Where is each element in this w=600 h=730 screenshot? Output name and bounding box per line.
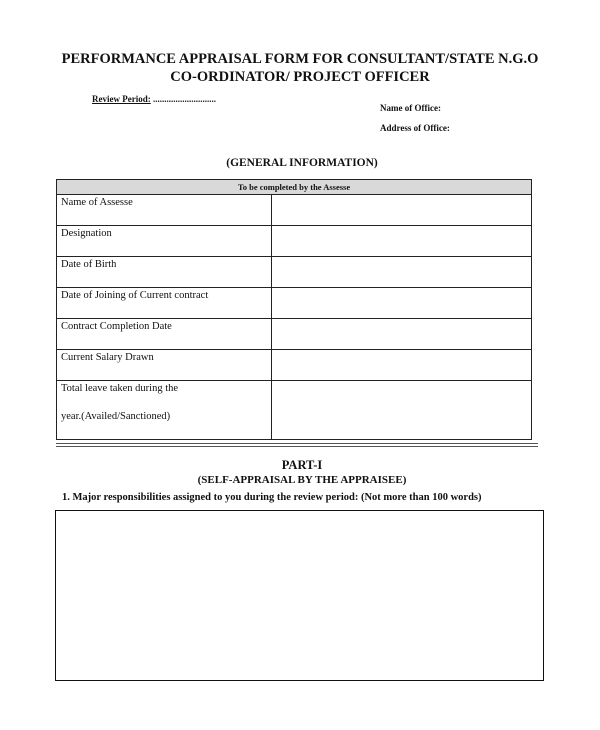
table-row xyxy=(57,319,532,350)
assessee-info-table xyxy=(56,179,532,440)
table-header-row xyxy=(57,180,532,195)
review-period xyxy=(92,94,216,104)
date-of-joining-field[interactable] xyxy=(272,288,532,319)
name-of-office-label: Name of Office: xyxy=(380,103,441,113)
form-title-line2: CO-ORDINATOR/ PROJECT OFFICER xyxy=(170,69,430,85)
current-salary-drawn-field[interactable] xyxy=(272,350,532,381)
section-divider-line xyxy=(56,446,538,447)
part-1-heading: PART-I xyxy=(281,458,323,472)
section-divider-line xyxy=(56,443,538,444)
review-period-label: Review Period: xyxy=(92,94,151,104)
table-row xyxy=(57,195,532,226)
designation-field[interactable] xyxy=(272,226,532,257)
total-leave-label xyxy=(57,381,272,440)
total-leave-label-line1: Total leave taken during the xyxy=(61,383,179,394)
form-title-line1: PERFORMANCE APPRAISAL FORM FOR CONSULTANT/STATE N.G.O xyxy=(61,51,539,67)
address-of-office-label: Address of Office: xyxy=(380,123,450,133)
table-row xyxy=(57,226,532,257)
date-of-birth-field[interactable] xyxy=(272,257,532,288)
question-1-label: 1. Major responsibilities assigned to you during the review period: (Not more than 100 words) xyxy=(62,492,482,503)
contract-completion-date-label: Contract Completion Date xyxy=(57,319,272,350)
part-1-subheading: (SELF-APPRAISAL BY THE APPRAISEE) xyxy=(197,474,407,486)
table-row xyxy=(57,350,532,381)
date-of-birth-label: Date of Birth xyxy=(57,257,272,288)
name-of-assesse-label: Name of Assesse xyxy=(57,195,272,226)
table-row xyxy=(57,381,532,440)
name-of-assesse-field[interactable] xyxy=(272,195,532,226)
table-header: To be completed by the Assesse xyxy=(57,180,532,195)
table-row xyxy=(57,288,532,319)
date-of-joining-label: Date of Joining of Current contract xyxy=(57,288,272,319)
responsibilities-answer-box[interactable] xyxy=(55,510,544,681)
total-leave-label-line2: year.(Availed/Sanctioned) xyxy=(61,411,171,422)
total-leave-field[interactable] xyxy=(272,381,532,440)
form-title xyxy=(0,50,600,86)
contract-completion-date-field[interactable] xyxy=(272,319,532,350)
review-period-field[interactable]: ............................ xyxy=(152,94,216,104)
general-information-heading: (GENERAL INFORMATION) xyxy=(226,157,378,169)
table-row xyxy=(57,257,532,288)
current-salary-drawn-label: Current Salary Drawn xyxy=(57,350,272,381)
designation-label: Designation xyxy=(57,226,272,257)
